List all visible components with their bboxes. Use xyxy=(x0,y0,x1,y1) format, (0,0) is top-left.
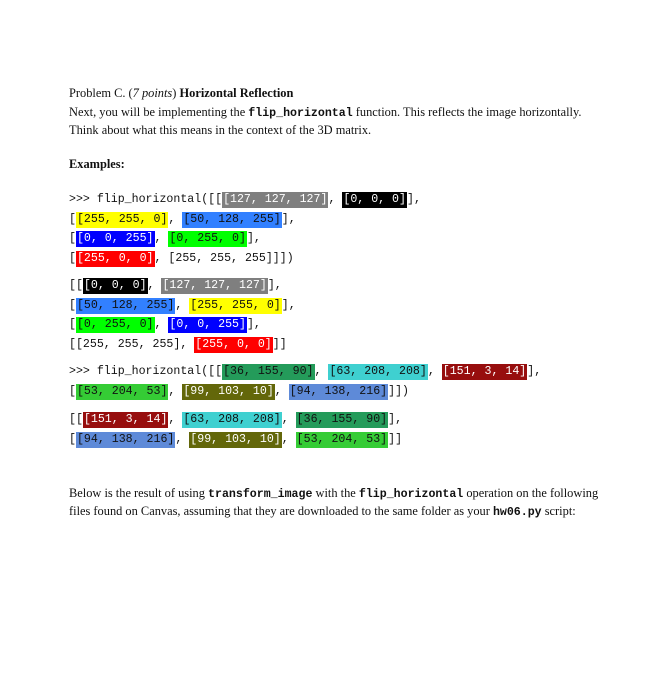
problem-lead: Problem C. ( xyxy=(69,86,133,100)
code-text: , xyxy=(175,298,190,312)
intro-line-1 xyxy=(69,104,582,122)
below-text: Below is the result of using xyxy=(69,486,209,500)
code-text: ], xyxy=(246,232,261,245)
code-line xyxy=(69,382,541,402)
code-text: , xyxy=(168,384,183,398)
pixel-olive: [99, 103, 10] xyxy=(190,432,281,446)
code-text: ]] xyxy=(272,337,287,351)
pixel-light-teal: [63, 208, 208] xyxy=(329,365,427,378)
example-1-input xyxy=(69,190,421,268)
code-text: , xyxy=(281,432,296,446)
code-line xyxy=(69,249,421,269)
code-text: ], xyxy=(281,298,296,312)
pixel-olive: [99, 103, 10] xyxy=(183,384,274,398)
code-text: ], xyxy=(267,279,282,292)
problem-title xyxy=(69,85,293,102)
example-2-input xyxy=(69,362,541,401)
examples-label: Examples: xyxy=(69,157,125,171)
problem-points: 7 points xyxy=(132,86,173,100)
pixel-mid-green: [53, 204, 53] xyxy=(296,432,388,446)
code-text: ], xyxy=(281,212,296,226)
code-text: , xyxy=(328,193,343,206)
code-line xyxy=(69,296,296,316)
pixel-red: [255, 0, 0] xyxy=(76,251,154,265)
code-text: [ xyxy=(69,384,76,398)
below-func-transform: transform_image xyxy=(208,488,313,501)
pixel-yellow: [255, 255, 0] xyxy=(76,212,168,226)
code-text: , xyxy=(314,365,329,378)
code-text: [ xyxy=(69,232,76,245)
code-text: , xyxy=(168,413,183,426)
code-line xyxy=(69,315,296,335)
below-func-flip: flip_horizontal xyxy=(358,488,464,501)
intro-text: Next, you will be implementing the xyxy=(69,105,249,119)
pixel-light-blue: [50, 128, 255] xyxy=(183,212,281,226)
problem-close: ) xyxy=(172,86,180,100)
code-text: , xyxy=(168,212,183,226)
pixel-blue: [0, 0, 255] xyxy=(76,232,154,245)
code-text: [[ xyxy=(69,279,83,292)
code-text: , xyxy=(274,384,289,398)
code-line xyxy=(69,229,421,249)
code-text: , [255, 255, 255]]]) xyxy=(154,251,294,265)
code-text: [[ xyxy=(69,413,83,426)
below-line-1 xyxy=(69,485,598,503)
code-text: [ xyxy=(69,298,76,312)
pixel-gray: [127, 127, 127] xyxy=(223,193,328,206)
code-text: ]] xyxy=(388,432,403,446)
pixel-dark-teal: [36, 155, 90] xyxy=(223,365,314,378)
code-text: , xyxy=(427,365,442,378)
pixel-gray: [127, 127, 127] xyxy=(162,279,267,292)
pixel-black: [0, 0, 0] xyxy=(343,193,406,206)
below-text: script: xyxy=(541,504,576,518)
pixel-red: [255, 0, 0] xyxy=(195,337,272,351)
code-line xyxy=(69,190,421,210)
pixel-black: [0, 0, 0] xyxy=(83,279,147,292)
intro-line-2: Think about what this means in the context of the 3D matrix. xyxy=(69,123,372,137)
code-text: [ xyxy=(69,212,76,226)
code-text: , xyxy=(175,432,190,446)
code-line xyxy=(69,210,421,230)
code-line xyxy=(69,430,402,450)
pixel-light-blue: [50, 128, 255] xyxy=(76,298,175,312)
code-text: ], xyxy=(388,413,403,426)
code-text: [ xyxy=(69,432,76,446)
code-text: , xyxy=(147,279,162,292)
intro-text-post: function. This reflects the image horizontally. xyxy=(352,105,582,119)
code-line xyxy=(69,276,296,296)
pixel-maroon: [151, 3, 14] xyxy=(442,365,527,378)
pixel-steel-blue: [94, 138, 216] xyxy=(289,384,388,398)
example-2-output xyxy=(69,410,402,449)
code-text: , xyxy=(154,318,169,331)
code-text: ], xyxy=(527,365,542,378)
pixel-steel-blue: [94, 138, 216] xyxy=(76,432,175,446)
pixel-light-teal: [63, 208, 208] xyxy=(183,413,281,426)
pixel-green: [0, 255, 0] xyxy=(76,318,154,331)
pixel-maroon: [151, 3, 14] xyxy=(83,413,168,426)
code-text: , xyxy=(154,232,169,245)
code-text: , xyxy=(281,413,296,426)
code-text: >>> flip_horizontal([[ xyxy=(69,193,223,206)
pixel-mid-green: [53, 204, 53] xyxy=(76,384,168,398)
code-text: >>> flip_horizontal([[ xyxy=(69,365,223,378)
intro-func-name: flip_horizontal xyxy=(248,107,353,120)
pixel-yellow: [255, 255, 0] xyxy=(190,298,281,312)
below-text: operation on the following xyxy=(463,486,599,500)
pixel-dark-teal: [36, 155, 90] xyxy=(296,413,388,426)
below-text: with the xyxy=(312,486,359,500)
code-text: [ xyxy=(69,318,76,331)
below-line-2 xyxy=(69,503,576,521)
code-text: ], xyxy=(406,193,421,206)
code-line xyxy=(69,410,402,430)
pixel-blue: [0, 0, 255] xyxy=(169,318,246,331)
code-line xyxy=(69,335,296,355)
below-text: files found on Canvas, assuming that they are downloaded to the same folder as your xyxy=(69,504,493,518)
pixel-green: [0, 255, 0] xyxy=(169,232,246,245)
code-text: [ xyxy=(69,251,76,265)
example-1-output xyxy=(69,276,296,354)
code-text: [[255, 255, 255], xyxy=(69,337,195,351)
code-text: ]]) xyxy=(388,384,409,398)
below-filename: hw06.py xyxy=(492,506,542,519)
code-text: ], xyxy=(246,318,261,331)
problem-name: Horizontal Reflection xyxy=(179,86,294,100)
code-line xyxy=(69,362,541,382)
